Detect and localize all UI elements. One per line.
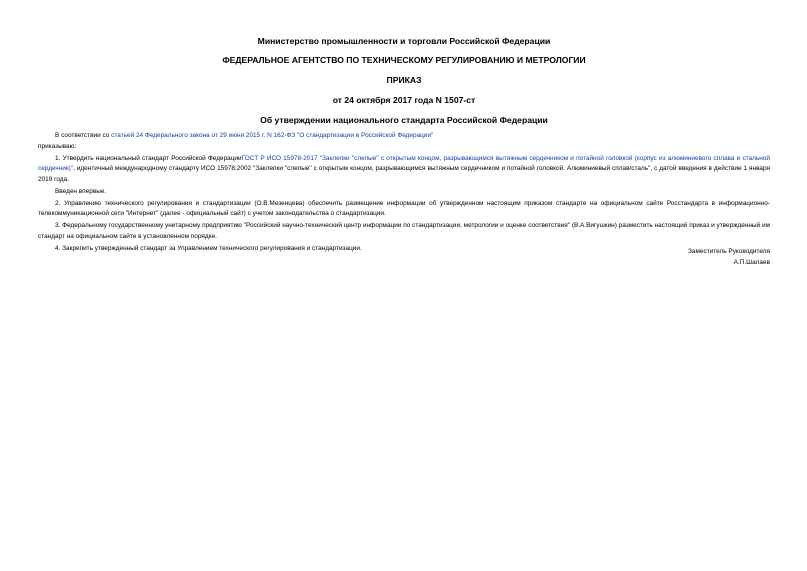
agency-heading: ФЕДЕРАЛЬНОЕ АГЕНТСТВО ПО ТЕХНИЧЕСКОМУ РЕГУЛИРОВАНИЮ И МЕТРОЛОГИИ	[222, 55, 586, 65]
signature-block	[688, 247, 770, 268]
item-1-suffix: , идентичный международному стандарту ИСО 15978:2002 "Заклепки "слепые" с открытым концом, разрывающимся вытяжным сердечником и потайной головкой. Алюминиевый сплав/сталь", с датой введения в действие 1 января 2019 года.	[38, 165, 770, 183]
gost-standard-link[interactable]: ГОСТ Р ИСО 15978-2017 "Заклепки "слепые" с открытым концом, разрывающимся вытяжным сердечником и потайной головкой (корпус из алюминиевого сплава и стальной сердечник)"	[38, 154, 770, 173]
signature-name: А.П.Шалаев	[733, 258, 770, 266]
intro-prefix: В соответствии со	[55, 132, 112, 139]
item-1-paragraph	[38, 154, 770, 186]
item-3-paragraph: 3. Федеральному государственному унитарному предприятию "Российский научно-технический центр информации по стандартизации, метрологии и оценке соответствия" (В.А.Вигушкин) разместить настоящий приказ и утвержденный им стандарт на официальном сайте в установленном порядке.	[38, 222, 770, 240]
doc-subject: Об утверждении национального стандарта Российской Федерации	[260, 115, 548, 125]
intro-paragraph	[38, 131, 770, 142]
doc-date-number: от 24 октября 2017 года N 1507-ст	[332, 95, 476, 105]
item-1-note: Введен впервые.	[55, 187, 107, 195]
item-2-paragraph: 2. Управлению технического регулирования и стандартизации (О.В.Мезенцева) обеспечить размещение информации об утвержденном настоящим приказом стандарте на официальном сайте Росстандарта в информационно-телекоммуникационной сети "Интернет" (далее - официальный сайт) с учетом законодательства о стандартизации.	[38, 199, 770, 218]
item-4-paragraph: 4. Закрепить утвержденный стандарт за Управлением технического регулирования и стандартизации.	[55, 244, 362, 252]
doc-type-heading: ПРИКАЗ	[386, 75, 422, 85]
order-body	[38, 131, 770, 254]
signature-position: Заместитель Руководителя	[688, 248, 770, 255]
item-1-prefix: 1. Утвердить национальный стандарт Российской Федерации	[55, 154, 242, 162]
order-word: приказываю:	[38, 142, 77, 150]
federal-law-link[interactable]: статьей 24 Федерального закона от 29 июня 2015 г. N 162-ФЗ "О стандартизации в Российской Федерации"	[111, 132, 434, 139]
ministry-heading: Министерство промышленности и торговли Российской Федерации	[257, 36, 551, 46]
